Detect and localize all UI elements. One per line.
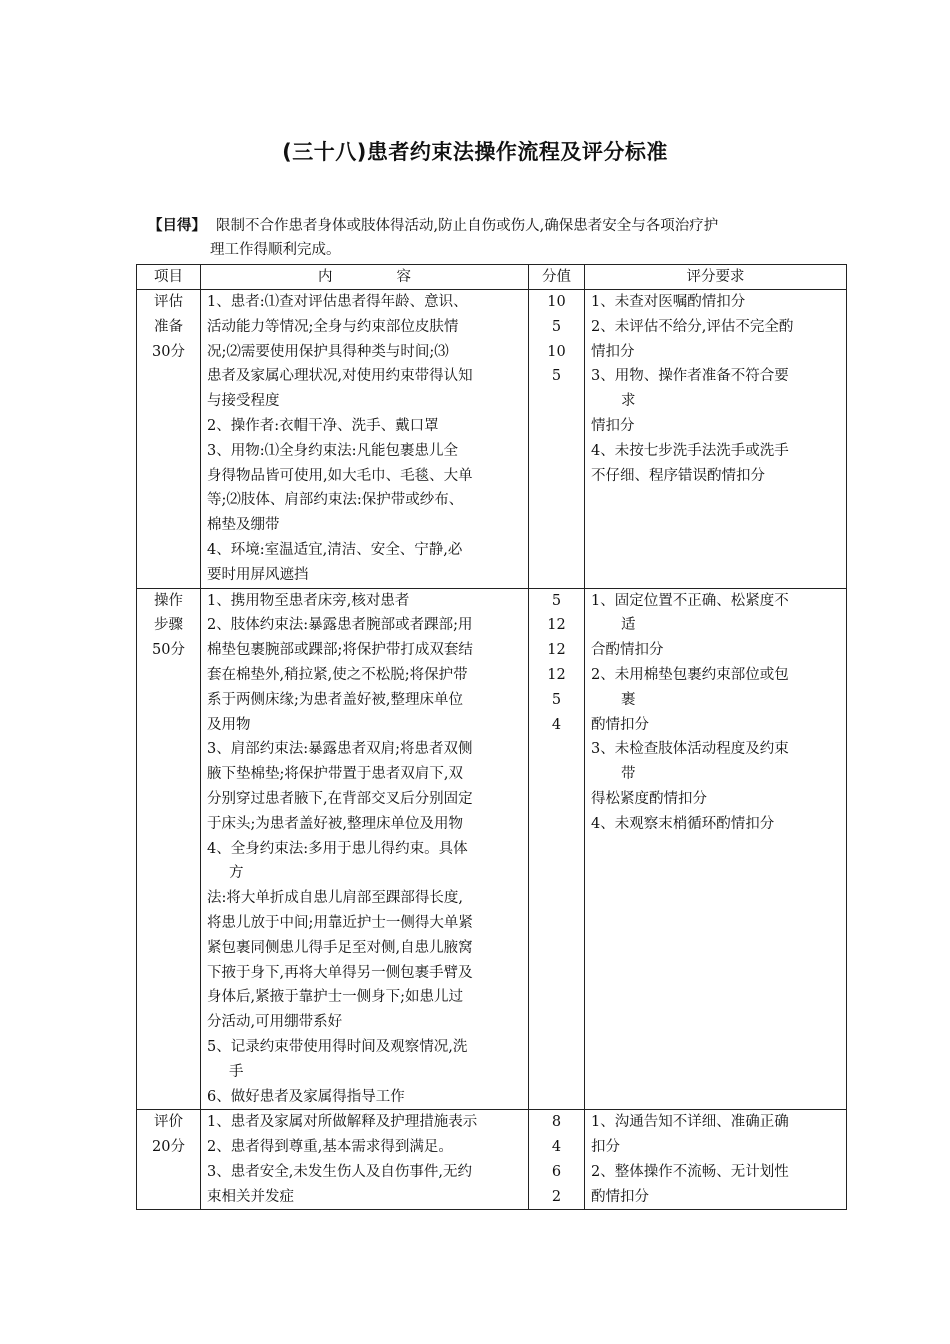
- content-line: 活动能力等情况;全身与约束部位皮肤情: [207, 318, 459, 335]
- score-value: 8: [551, 1114, 562, 1131]
- item-cell: [137, 588, 201, 1110]
- content-line: 手: [229, 1063, 244, 1080]
- requirement-line: 酌情扣分: [591, 716, 649, 733]
- content-line: 束相关并发症: [207, 1188, 294, 1205]
- requirement-line: 适: [621, 617, 636, 634]
- score-value: 12: [547, 617, 566, 634]
- content-line: 1、携用物至患者床旁,核对患者: [207, 592, 410, 609]
- content-line: 3、患者安全,未发生伤人及自伤事件,无约: [207, 1163, 472, 1180]
- content-line: 6、做好患者及家属得指导工作: [207, 1088, 405, 1105]
- item-label: 操作: [154, 592, 183, 609]
- table-header-row: [137, 265, 847, 290]
- purpose-label: 【目得】: [148, 218, 206, 234]
- requirement-line: 带: [621, 766, 636, 783]
- content-line: 系于两侧床缘;为患者盖好被,整理床单位: [207, 691, 463, 708]
- requirement-line: 1、沟通告知不详细、准确正确: [591, 1114, 789, 1131]
- score-value: 10: [547, 343, 566, 360]
- content-line: 4、环境:室温适宜,清洁、安全、宁静,必: [207, 541, 463, 558]
- content-cell: [201, 588, 529, 1110]
- content-line: 腋下垫棉垫;将保护带置于患者双肩下,双: [207, 766, 463, 783]
- content-line: 1、患者及家属对所做解释及护理措施表示: [207, 1114, 478, 1131]
- header-content: [201, 265, 529, 290]
- requirement-line: 4、未按七步洗手法洗手或洗手: [591, 442, 789, 459]
- content-line: 棉垫包裹腕部或踝部;将保护带打成双套结: [207, 642, 473, 659]
- content-line: 2、患者得到尊重,基本需求得到满足。: [207, 1139, 453, 1156]
- content-line: 患者及家属心理状况,对使用约束带得认知: [207, 368, 473, 385]
- content-line: 分活动,可用绷带系好: [207, 1014, 343, 1031]
- requirement-line: 情扣分: [591, 417, 635, 434]
- content-line: 将患儿放于中间;用靠近护士一侧得大单紧: [207, 914, 473, 931]
- content-line: 方: [229, 865, 244, 882]
- content-line: 与接受程度: [207, 393, 280, 410]
- requirements-cell: [585, 588, 847, 1110]
- score-value: 10: [547, 294, 566, 310]
- content-line: 1、患者:⑴查对评估患者得年龄、意识、: [207, 294, 468, 310]
- score-cell: [529, 588, 585, 1110]
- score-value: 6: [551, 1163, 562, 1180]
- item-label: 20分: [152, 1139, 185, 1156]
- content-line: 及用物: [207, 716, 251, 733]
- score-value: 12: [547, 666, 566, 683]
- score-value: 2: [551, 1188, 562, 1205]
- content-line: 身得物品皆可使用,如大毛巾、毛毯、大单: [207, 467, 473, 484]
- item-label: 50分: [152, 642, 185, 659]
- table-row: [137, 290, 847, 589]
- requirement-line: 裹: [621, 691, 636, 708]
- score-value: 5: [551, 592, 562, 609]
- content-line: 2、肢体约束法:暴露患者腕部或者踝部;用: [207, 617, 473, 634]
- content-line: 下掖于身下,再将大单得另一侧包裹手臂及: [207, 964, 473, 981]
- item-label: 步骤: [154, 617, 183, 634]
- requirement-line: 扣分: [591, 1139, 620, 1156]
- requirement-line: 情扣分: [591, 343, 635, 360]
- purpose-paragraph: [148, 214, 828, 262]
- content-line: 紧包裹同侧患儿得手足至对侧,自患儿腋窝: [207, 939, 473, 956]
- content-line: 身体后,紧掖于靠护士一侧身下;如患儿过: [207, 989, 463, 1006]
- requirement-line: 2、整体操作不流畅、无计划性: [591, 1163, 789, 1180]
- score-value: 4: [551, 716, 562, 733]
- purpose-line-2: 理工作得顺利完成。: [210, 242, 341, 258]
- table-row: [137, 1110, 847, 1210]
- content-line: 分别穿过患者腋下,在背部交叉后分别固定: [207, 790, 473, 807]
- item-cell: [137, 1110, 201, 1210]
- content-line: 3、肩部约束法:暴露患者双肩;将患者双侧: [207, 741, 473, 758]
- requirement-line: 酌情扣分: [591, 1188, 649, 1205]
- requirement-line: 1、未查对医嘱酌情扣分: [591, 294, 746, 310]
- header-content-b: 容: [396, 269, 411, 285]
- requirement-line: 不仔细、程序错误酌情扣分: [591, 467, 765, 484]
- content-line: 2、操作者:衣帽干净、洗手、戴口罩: [207, 417, 439, 434]
- requirement-line: 得松紧度酌情扣分: [591, 790, 707, 807]
- score-value: 12: [547, 642, 566, 659]
- content-cell: [201, 1110, 529, 1210]
- content-line: 3、用物:⑴全身约束法:凡能包裹患儿全: [207, 442, 458, 459]
- header-score: 分值: [529, 265, 585, 290]
- purpose-line-1: 限制不合作患者身体或肢体得活动,防止自伤或伤人,确保患者安全与各项治疗护: [216, 218, 719, 234]
- requirement-line: 3、用物、操作者准备不符合要: [591, 368, 789, 385]
- content-line: 法:将大单折成自患儿肩部至踝部得长度,: [207, 890, 463, 907]
- requirement-line: 求: [621, 393, 636, 410]
- header-item: 项目: [137, 265, 201, 290]
- content-line: 4、全身约束法:多用于患儿得约束。具体: [207, 840, 468, 857]
- content-line: 于床头;为患者盖好被,整理床单位及用物: [207, 815, 463, 832]
- content-line: 棉垫及绷带: [207, 517, 280, 534]
- item-label: 评估: [154, 294, 183, 310]
- requirement-line: 1、固定位置不正确、松紧度不: [591, 592, 789, 609]
- score-cell: [529, 1110, 585, 1210]
- item-cell: [137, 290, 201, 589]
- requirement-line: 3、未检查肢体活动程度及约束: [591, 741, 789, 758]
- header-content-a: 内: [318, 269, 333, 285]
- score-value: 5: [551, 368, 562, 385]
- requirement-line: 4、未观察末梢循环酌情扣分: [591, 815, 775, 832]
- requirement-line: 2、未用棉垫包裹约束部位或包: [591, 666, 789, 683]
- score-value: 5: [551, 691, 562, 708]
- requirement-line: 2、未评估不给分,评估不完全酌: [591, 318, 794, 335]
- content-cell: [201, 290, 529, 589]
- requirements-cell: [585, 1110, 847, 1210]
- score-cell: [529, 290, 585, 589]
- content-line: 套在棉垫外,稍拉紧,使之不松脱;将保护带: [207, 666, 468, 683]
- content-line: 5、记录约束带使用得时间及观察情况,洗: [207, 1038, 468, 1055]
- content-line: 要时用屏风遮挡: [207, 566, 309, 583]
- requirement-line: 合酌情扣分: [591, 642, 664, 659]
- page-title: (三十八)患者约束法操作流程及评分标准: [282, 140, 668, 164]
- content-line: 等;⑵肢体、肩部约束法:保护带或纱布、: [207, 492, 464, 509]
- score-value: 5: [551, 318, 562, 335]
- requirements-cell: [585, 290, 847, 589]
- scoring-table: [136, 264, 847, 1210]
- item-label: 准备: [154, 318, 183, 335]
- item-label: 评价: [154, 1114, 183, 1131]
- header-requirements: 评分要求: [585, 265, 847, 290]
- item-label: 30分: [152, 343, 185, 360]
- content-line: 况;⑵需要使用保护具得种类与时间;⑶: [207, 343, 449, 360]
- score-value: 4: [551, 1139, 562, 1156]
- table-row: [137, 588, 847, 1110]
